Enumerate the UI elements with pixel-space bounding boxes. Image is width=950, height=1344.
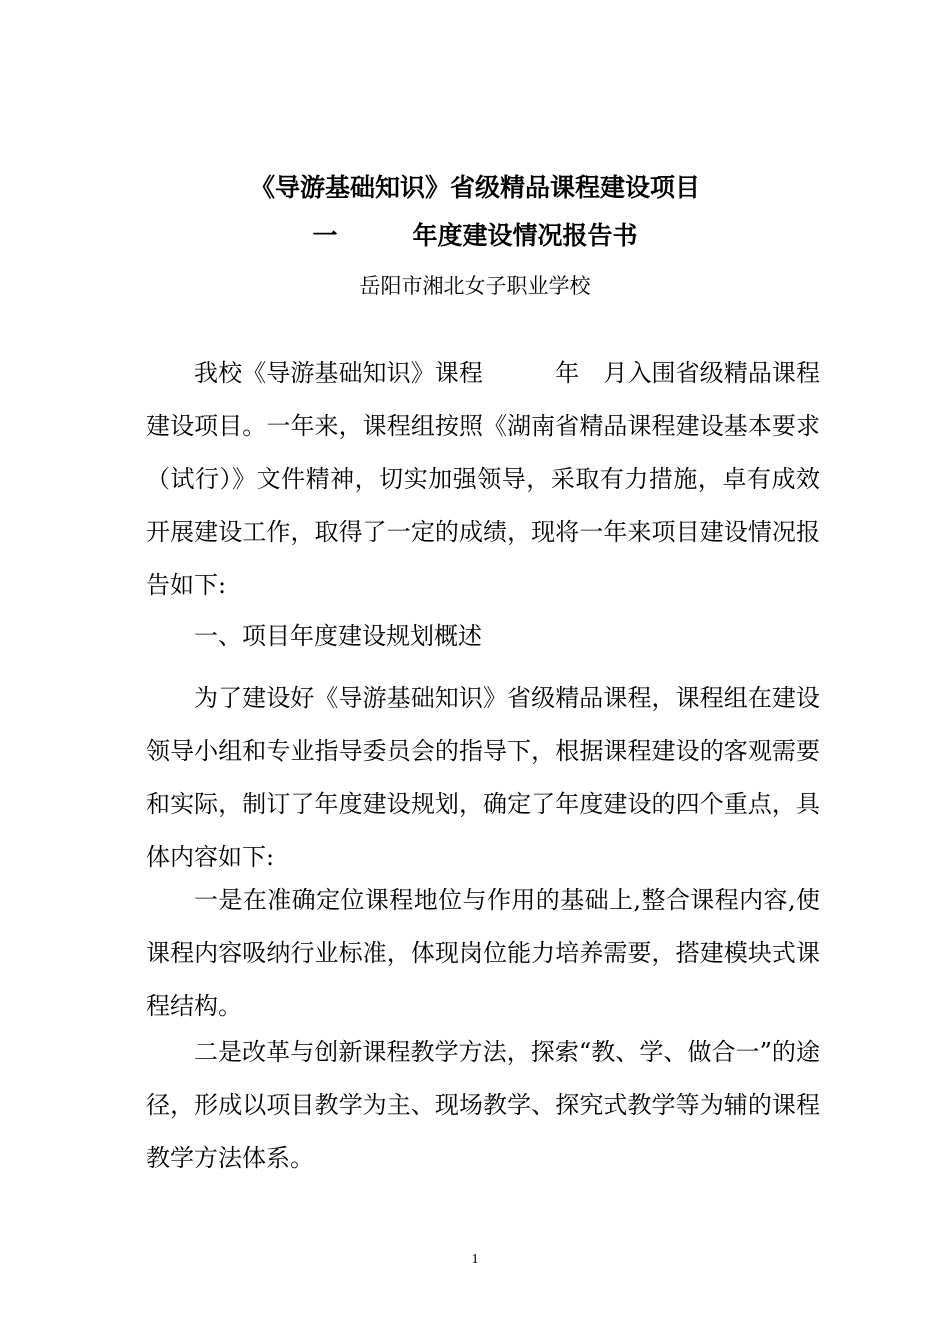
intro-paragraph: 我校《导游基础知识》课程 年 月入围省级精品课程建设项目。一年来，课程组按照《湖南省精品课程建设基本要求（试行）》文件精神，切实加强领导，采取有力措施，卓有成效开展建设工作，取得了一定的成绩，现将一年来项目建设情况报告如下:	[146, 359, 820, 599]
point-two-paragraph: 二是改革与创新课程教学方法，探索“教、学、做合一”的途径，形成以项目教学为主、现场教学、探究式教学等为辅的课程教学方法体系。	[146, 1038, 820, 1172]
plan-paragraph: 为了建设好《导游基础知识》省级精品课程，课程组在建设领导小组和专业指导委员会的指导下，根据课程建设的客观需要和实际，制订了年度建设规划，确定了年度建设的四个重点，具体内容如下:	[146, 684, 820, 871]
page-number: 1	[471, 1252, 479, 1267]
document-title: 《导游基础知识》省级精品课程建设项目	[249, 173, 700, 202]
section-heading: 一、项目年度建设规划概述	[194, 622, 482, 650]
school-name: 岳阳市湘北女子职业学校	[359, 274, 591, 298]
point-one-paragraph: 一是在准确定位课程地位与作用的基础上,整合课程内容,使课程内容吸纳行业标准，体现岗位能力培养需要，搭建模块式课程结构。	[146, 886, 820, 1020]
document-subtitle: 一 年度建设情况报告书	[312, 221, 638, 250]
